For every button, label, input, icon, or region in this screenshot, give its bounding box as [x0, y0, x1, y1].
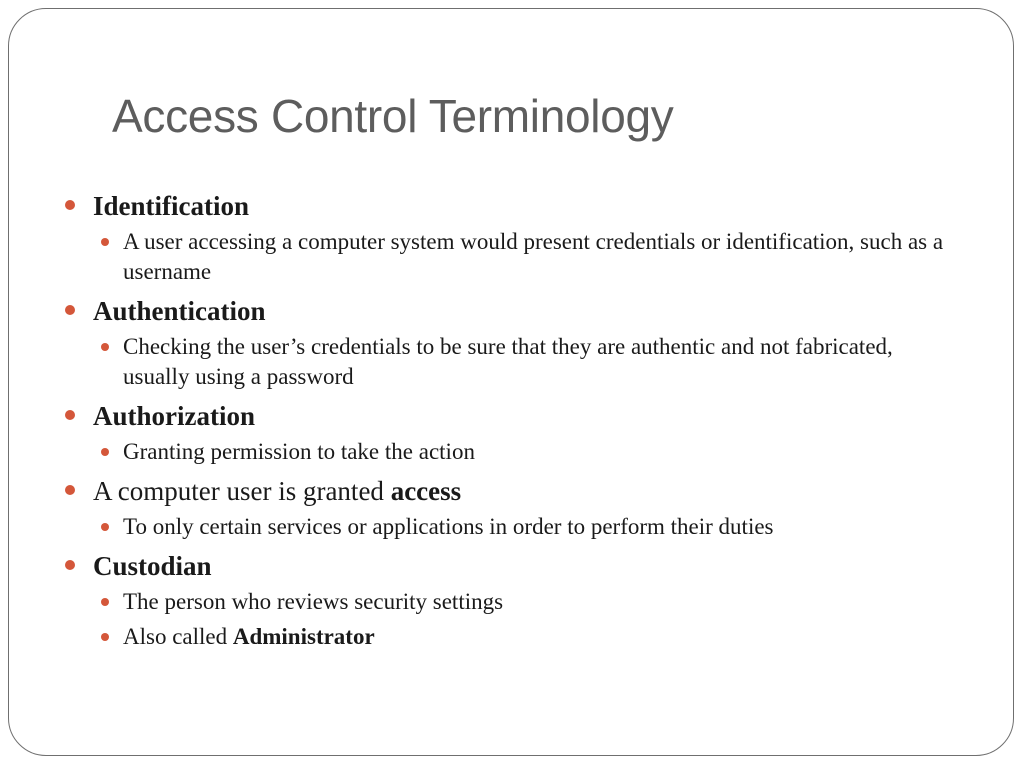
bullet-list [60, 189, 960, 652]
term-authentication: Authentication [93, 296, 266, 326]
subbullet-custodian-alias [93, 622, 960, 652]
definition-text: The person who reviews security settings [123, 589, 504, 614]
subbullet-access-definition [93, 512, 960, 542]
term-access: access [390, 476, 462, 506]
definition-text: Granting permission to take the action [123, 439, 475, 464]
term-authorization: Authorization [93, 401, 255, 431]
bullet-dot-icon [101, 633, 109, 641]
alias-text-prefix: Also called [123, 624, 233, 649]
subbullet-authorization-definition [93, 437, 960, 467]
term-administrator: Administrator [232, 624, 375, 649]
bullet-authorization [60, 399, 960, 434]
bullet-dot-icon [101, 238, 109, 246]
term-custodian: Custodian [93, 551, 212, 581]
definition-text: To only certain services or applications in order to perform their duties [123, 514, 774, 539]
bullet-identification [60, 189, 960, 224]
bullet-dot-icon [65, 200, 75, 210]
subbullet-identification-definition [93, 227, 960, 287]
bullet-dot-icon [101, 523, 109, 531]
bullet-dot-icon [101, 598, 109, 606]
bullet-dot-icon [65, 485, 75, 495]
bullet-dot-icon [65, 560, 75, 570]
bullet-dot-icon [65, 410, 75, 420]
bullet-access [60, 474, 960, 509]
bullet-custodian [60, 549, 960, 584]
slide-title: Access Control Terminology [112, 90, 674, 142]
bullet-authentication [60, 294, 960, 329]
bullet-dot-icon [101, 448, 109, 456]
definition-text: A user accessing a computer system would present credentials or identification, such as a username [123, 229, 944, 284]
subbullet-custodian-definition [93, 587, 960, 617]
bullet-dot-icon [65, 305, 75, 315]
bullet-dot-icon [101, 343, 109, 351]
term-identification: Identification [93, 191, 250, 221]
access-text-prefix: A computer user is granted [93, 476, 391, 506]
definition-text: Checking the user’s credentials to be sure that they are authentic and not fabricated, usually using a password [123, 334, 893, 389]
subbullet-authentication-definition [93, 332, 960, 392]
